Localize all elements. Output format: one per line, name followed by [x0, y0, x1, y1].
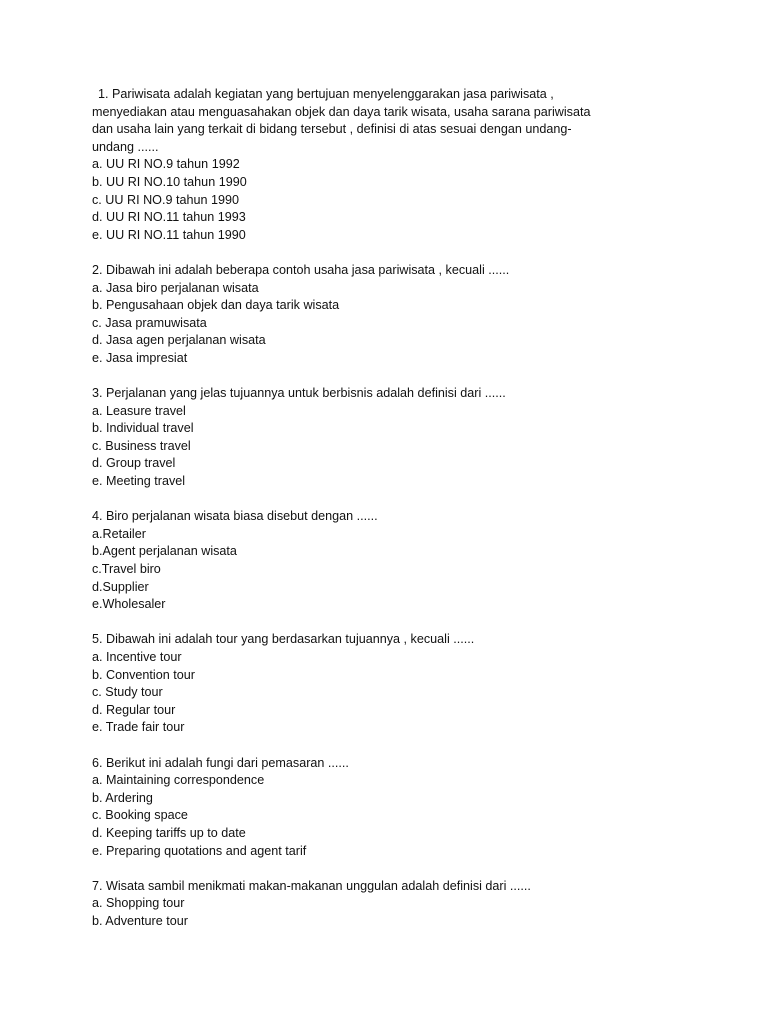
- option-e: e.Wholesaler: [92, 597, 166, 612]
- question-text: 4. Biro perjalanan wisata biasa disebut dengan ......: [92, 509, 378, 524]
- option-a: a. Incentive tour: [92, 650, 182, 664]
- option-c: c. Business travel: [92, 438, 191, 453]
- option-a: a.Retailer: [92, 526, 146, 541]
- option-c: c. Jasa pramuwisata: [92, 315, 207, 330]
- option-a: a. Leasure travel: [92, 403, 186, 418]
- option-d: d. Regular tour: [92, 702, 176, 717]
- option-e: e. Meeting travel: [92, 474, 186, 489]
- option-b: b. Pengusahaan objek dan daya tarik wisata: [92, 298, 340, 313]
- question-text: 3. Perjalanan yang jelas tujuannya untuk berbisnis adalah definisi dari ......: [92, 386, 506, 401]
- option-a: a. Shopping tour: [92, 896, 185, 911]
- option-e: e. UU RI NO.11 tahun 1990: [92, 227, 246, 242]
- option-a: a. Jasa biro perjalanan wisata: [92, 280, 259, 295]
- option-d: d. UU RI NO.11 tahun 1993: [92, 210, 246, 225]
- option-d: d.Supplier: [92, 579, 149, 594]
- question-7: [92, 878, 612, 931]
- option-c: c. Booking space: [92, 808, 188, 823]
- option-e: e. Trade fair tour: [92, 720, 185, 735]
- question-6: [92, 755, 612, 861]
- question-3: [92, 385, 612, 491]
- question-text: 2. Dibawah ini adalah beberapa contoh usaha jasa pariwisata , kecuali ......: [92, 262, 510, 277]
- option-b: b. Convention tour: [92, 667, 195, 682]
- option-b: b.Agent perjalanan wisata: [92, 544, 237, 559]
- option-c: c. UU RI NO.9 tahun 1990: [92, 192, 239, 207]
- option-c: c. Study tour: [92, 685, 163, 700]
- question-4: [92, 508, 612, 614]
- question-text: 7. Wisata sambil menikmati makan-makanan unggulan adalah definisi dari ......: [92, 878, 531, 893]
- question-list: [92, 86, 612, 948]
- option-a: a. UU RI NO.9 tahun 1992: [92, 157, 240, 172]
- question-1: [92, 86, 612, 244]
- question-2: [92, 262, 612, 368]
- option-d: d. Jasa agen perjalanan wisata: [92, 333, 266, 348]
- option-e: e. Jasa impresiat: [92, 350, 188, 365]
- option-d: d. Keeping tariffs up to date: [92, 825, 246, 840]
- question-text: 5. Dibawah ini adalah tour yang berdasarkan tujuannya , kecuali ......: [92, 632, 475, 647]
- option-c: c.Travel biro: [92, 562, 161, 577]
- option-b: b. UU RI NO.10 tahun 1990: [92, 174, 247, 189]
- question-text: 6. Berikut ini adalah fungi dari pemasaran ......: [92, 755, 349, 770]
- question-text: 1. Pariwisata adalah kegiatan yang bertujuan menyelenggarakan jasa pariwisata , menyediakan atau menguasahakan objek dan daya tarik wisata, usaha sarana pariwisata dan usaha lain yang terkait di bidang tersebut , definisi di atas sesuai dengan undang-undang ......: [92, 87, 591, 154]
- option-b: b. Adventure tour: [92, 913, 188, 928]
- question-5: [92, 631, 612, 737]
- option-a: a. Maintaining correspondence: [92, 773, 265, 788]
- option-b: b. Individual travel: [92, 421, 194, 436]
- option-b: b. Ardering: [92, 790, 153, 805]
- option-e: e. Preparing quotations and agent tarif: [92, 843, 307, 858]
- option-d: d. Group travel: [92, 456, 176, 471]
